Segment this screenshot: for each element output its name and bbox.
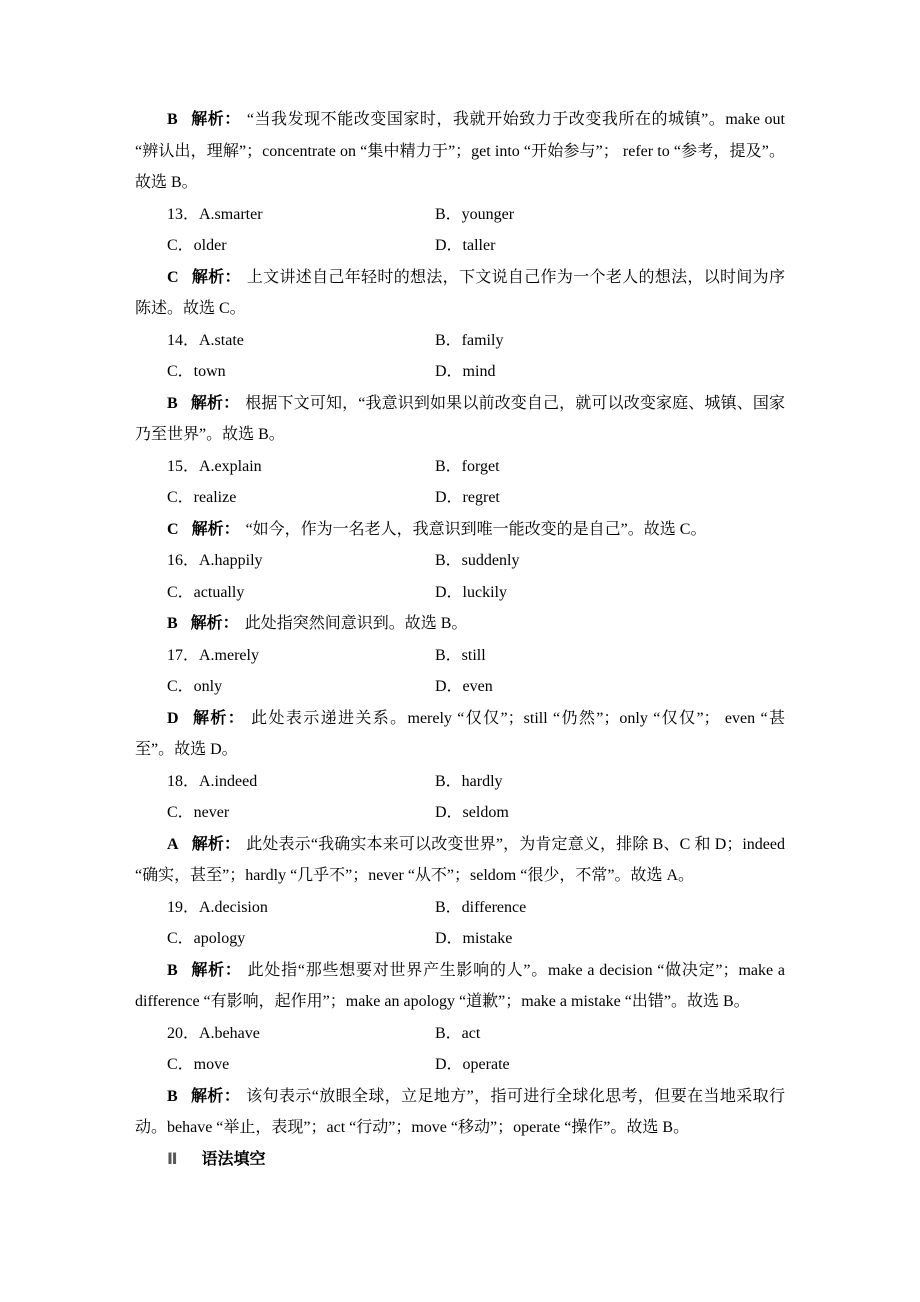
option-c: C．town — [167, 363, 226, 380]
option-c: C．never — [167, 804, 230, 821]
explanation-paragraph — [135, 514, 785, 546]
explanation-paragraph — [135, 955, 785, 1018]
explanation-paragraph — [135, 829, 785, 892]
analysis-label: 解析： — [190, 111, 241, 128]
explanation-paragraph — [135, 608, 785, 640]
section-header — [135, 1144, 785, 1176]
question-number-option-a: 13．A.smarter — [167, 205, 263, 223]
option-row-ab — [135, 1018, 785, 1050]
option-row-ab — [135, 545, 785, 577]
option-b: B．family — [435, 331, 504, 349]
explanation-paragraph — [135, 262, 785, 325]
option-c: C．move — [167, 1056, 230, 1073]
answer-letter: D — [167, 709, 179, 727]
analysis-text: “如今，作为一名老人，我意识到唯一能改变的是自己”。故选 C。 — [245, 520, 707, 538]
explanation-paragraph — [135, 1081, 785, 1144]
option-row-ab — [135, 640, 785, 672]
question-number-option-a: 20．A.behave — [167, 1024, 260, 1042]
option-d: D．taller — [435, 237, 496, 254]
option-d: D．seldom — [435, 804, 509, 821]
option-row-cd — [135, 482, 785, 514]
analysis-label: 解析： — [191, 709, 246, 727]
option-b: B．act — [435, 1024, 481, 1042]
explanation-paragraph — [135, 703, 785, 766]
question-number-option-a: 18．A.indeed — [167, 772, 258, 790]
question-number-option-a: 16．A.happily — [167, 552, 263, 569]
option-row-cd — [135, 1049, 785, 1081]
answer-letter: B — [167, 961, 178, 979]
option-row-cd — [135, 923, 785, 955]
analysis-text: 该句表示“放眼全球，立足地方”，指可进行全球化思考，但要在当地采取行动。behave “举止，表现”；act “行动”；move “移动”；operate “操作”。故选 B。 — [135, 1087, 785, 1136]
analysis-text: “当我发现不能改变国家时，我就开始致力于改变我所在的城镇”。make out “辨认出，理解”；concentrate on “集中精力于”；get into “开始参与”； refer to “参考，提及”。故选 B。 — [135, 111, 785, 191]
option-row-ab — [135, 199, 785, 231]
analysis-label: 解析： — [191, 268, 241, 286]
option-b: B．forget — [435, 457, 500, 475]
option-row-cd — [135, 230, 785, 262]
section-title: 语法填空 — [201, 1150, 266, 1168]
answer-letter: C — [167, 520, 179, 538]
option-c: C．only — [167, 678, 223, 695]
option-d: D．even — [435, 678, 493, 695]
option-row-ab — [135, 451, 785, 483]
analysis-label: 解析： — [190, 961, 242, 979]
option-c: C．apology — [167, 930, 246, 947]
analysis-label: 解析： — [190, 394, 240, 412]
option-row-cd — [135, 577, 785, 609]
option-row-ab — [135, 325, 785, 357]
analysis-label: 解析： — [191, 520, 240, 538]
option-d: D．mind — [435, 363, 496, 380]
question-number-option-a: 14．A.state — [167, 331, 244, 349]
option-d: D．mistake — [435, 930, 513, 947]
answer-letter: B — [167, 111, 178, 128]
explanation-paragraph — [135, 388, 785, 451]
option-b: B．hardly — [435, 772, 503, 790]
analysis-label: 解析： — [190, 615, 239, 632]
option-row-ab — [135, 766, 785, 798]
answer-letter: C — [167, 268, 179, 286]
analysis-label: 解析： — [191, 835, 241, 853]
analysis-text: 此处指“那些想要对世界产生影响的人”。make a decision “做决定”；make a difference “有影响，起作用”；make an apology “道歉”；make a mistake “出错”。故选 B。 — [135, 961, 785, 1010]
analysis-text: 此处指突然间意识到。故选 B。 — [244, 615, 468, 632]
option-d: D．luckily — [435, 583, 507, 601]
option-b: B．still — [435, 646, 486, 664]
analysis-text: 此处表示递进关系。merely “仅仅”；still “仍然”；only “仅仅”； even “甚至”。故选 D。 — [135, 709, 785, 758]
question-number-option-a: 19．A.decision — [167, 898, 268, 916]
option-row-cd — [135, 356, 785, 388]
analysis-text: 根据下文可知，“我意识到如果以前改变自己，就可以改变家庭、城镇、国家乃至世界”。故选 B。 — [135, 394, 785, 443]
answer-letter: A — [167, 835, 179, 853]
option-d: D．operate — [435, 1056, 510, 1073]
option-row-cd — [135, 797, 785, 829]
analysis-text: 此处表示“我确实本来可以改变世界”，为肯定意义，排除 B、C 和 D；indeed “确实，甚至”；hardly “几乎不”；never “从不”；seldom “很少，不常”。故选 A。 — [135, 835, 785, 884]
option-row-ab — [135, 892, 785, 924]
analysis-label: 解析： — [190, 1087, 241, 1105]
option-c: C．actually — [167, 583, 245, 601]
option-b: B．younger — [435, 205, 515, 223]
answer-letter: B — [167, 615, 178, 632]
option-row-cd — [135, 671, 785, 703]
explanation-paragraph — [135, 104, 785, 199]
section-numeral: Ⅱ — [167, 1150, 178, 1168]
option-b: B．suddenly — [435, 552, 520, 569]
option-b: B．difference — [435, 898, 527, 916]
answer-letter: B — [167, 394, 178, 412]
option-c: C．realize — [167, 489, 237, 506]
question-number-option-a: 15．A.explain — [167, 457, 262, 475]
analysis-text: 上文讲述自己年轻时的想法，下文说自己作为一个老人的想法，以时间为序陈述。故选 C。 — [135, 268, 785, 317]
option-d: D．regret — [435, 489, 500, 506]
question-number-option-a: 17．A.merely — [167, 646, 259, 664]
answer-letter: B — [167, 1087, 178, 1105]
option-c: C．older — [167, 237, 227, 254]
